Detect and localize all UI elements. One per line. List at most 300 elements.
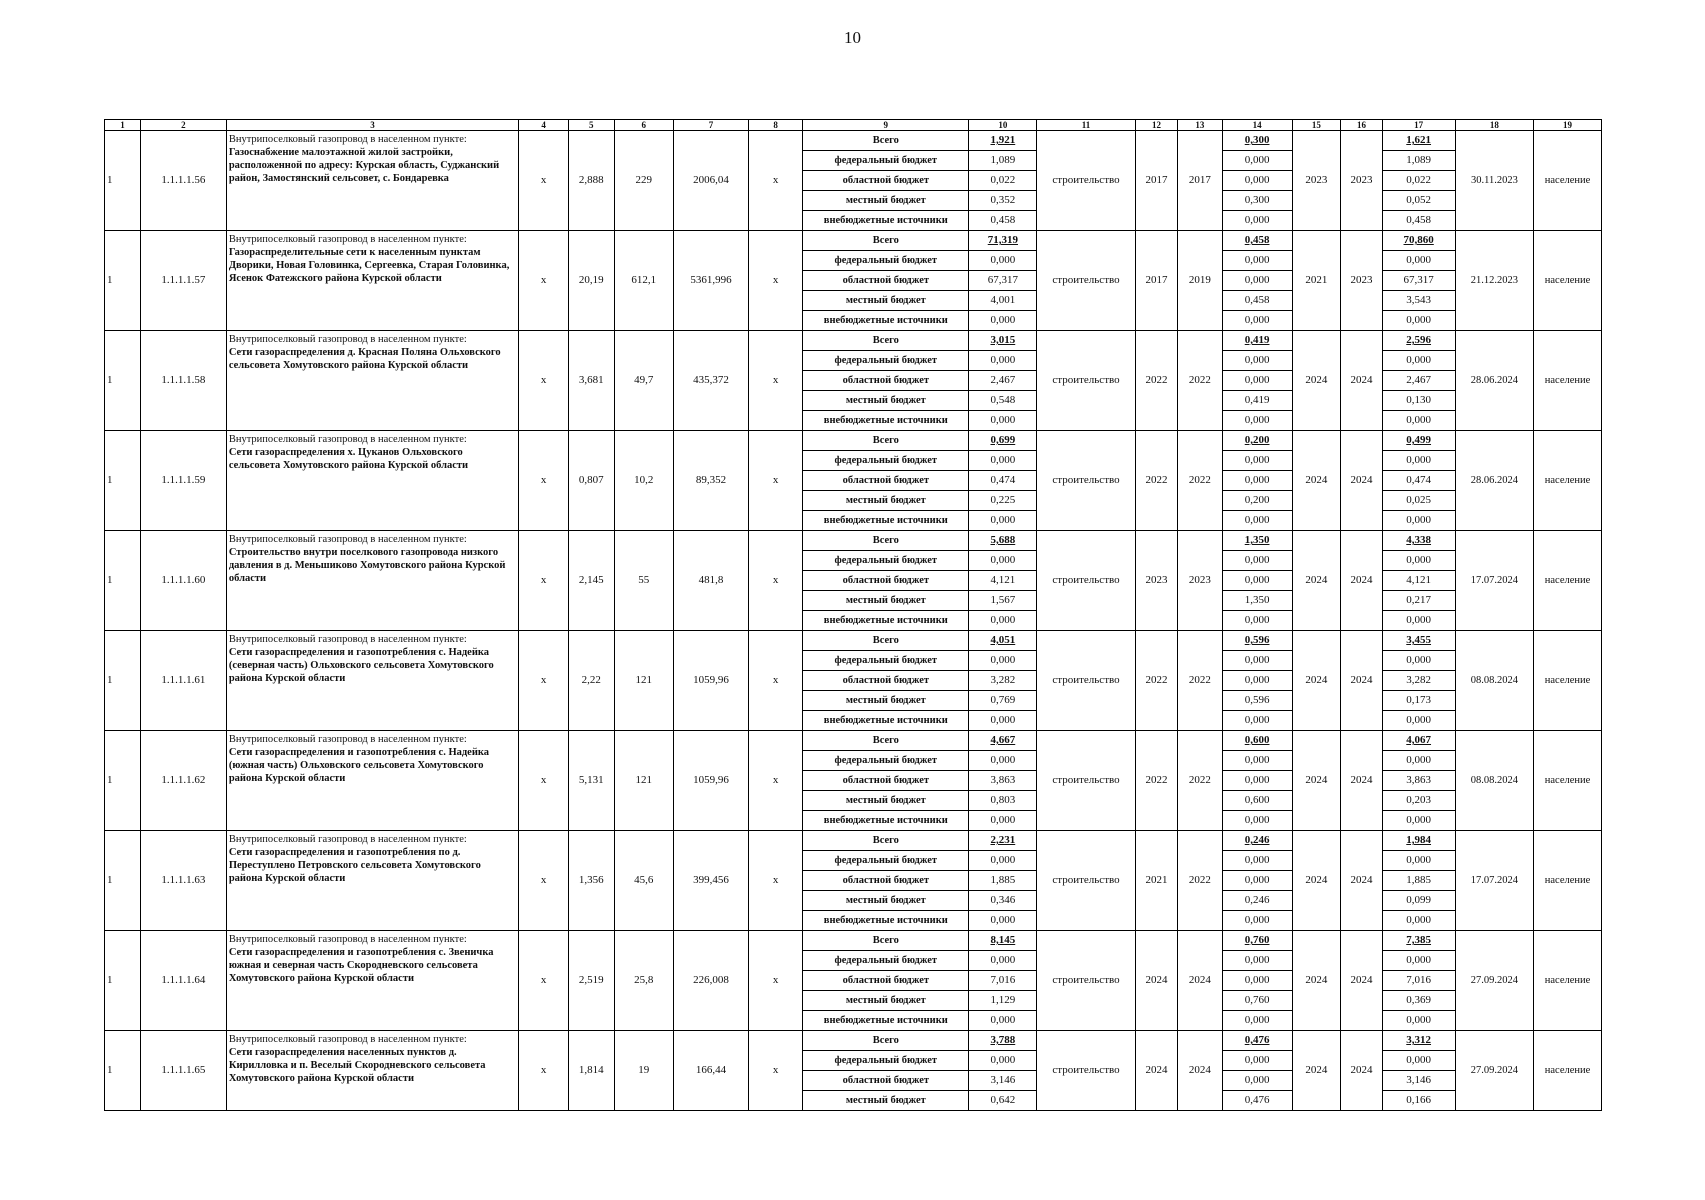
cell-c6: 612,1 [614, 231, 673, 331]
cell-c10: 4,051 [969, 631, 1037, 651]
cell-c10: 0,000 [969, 851, 1037, 871]
description-lead: Внутрипоселковый газопровод в населенном пункте: [228, 334, 467, 345]
cell-c17: 3,146 [1382, 1071, 1455, 1091]
funding-source: местный бюджет [803, 991, 969, 1011]
year-c16: 2024 [1341, 331, 1382, 431]
column-header: 12 [1135, 120, 1177, 131]
funding-source: областной бюджет [803, 371, 969, 391]
cell-c7: 435,372 [673, 331, 748, 431]
funding-source: местный бюджет [803, 1091, 969, 1111]
cell-c17: 0,499 [1382, 431, 1455, 451]
cell-c10: 0,000 [969, 811, 1037, 831]
cell-c10: 0,000 [969, 551, 1037, 571]
cell-c17: 0,000 [1382, 511, 1455, 531]
completion-date: 27.09.2024 [1455, 931, 1533, 1031]
column-header: 13 [1178, 120, 1222, 131]
description-title: Газоснабжение малоэтажной жилой застройки, расположенной по адресу: Курская область, Суджанский район, Замостянский сельсовет, с. Бондаревка [228, 147, 500, 184]
cell-c10: 67,317 [969, 271, 1037, 291]
column-header: 2 [141, 120, 227, 131]
funding-source: областной бюджет [803, 971, 969, 991]
table-row [105, 931, 1602, 951]
header-row [105, 120, 1602, 131]
object-description [226, 831, 518, 931]
cell-c14: 0,458 [1222, 231, 1292, 251]
beneficiary: население [1534, 931, 1602, 1031]
description-title: Сети газораспределения и газопотребления с. Надейка (южная часть) Ольховского сельсовета Хомутовского района Курской области [228, 747, 490, 784]
cell-c17: 0,000 [1382, 751, 1455, 771]
cell-c10: 0,803 [969, 791, 1037, 811]
cell-c10: 0,642 [969, 1091, 1037, 1111]
cell-c14: 0,000 [1222, 671, 1292, 691]
cell-c10: 0,022 [969, 171, 1037, 191]
object-description [226, 1031, 518, 1111]
projects-table [104, 119, 1602, 1111]
cell-c6: 25,8 [614, 931, 673, 1031]
year-c15: 2024 [1292, 931, 1341, 1031]
cell-c17: 7,016 [1382, 971, 1455, 991]
cell-c14: 0,000 [1222, 271, 1292, 291]
cell-c8: x [749, 731, 803, 831]
column-header: 15 [1292, 120, 1341, 131]
row-code: 1.1.1.1.58 [141, 331, 227, 431]
year-start: 2024 [1135, 931, 1177, 1031]
table-row [105, 131, 1602, 151]
cell-c17: 0,099 [1382, 891, 1455, 911]
cell-c8: x [749, 631, 803, 731]
cell-c17: 0,000 [1382, 251, 1455, 271]
cell-c14: 0,000 [1222, 411, 1292, 431]
description-lead: Внутрипоселковый газопровод в населенном пункте: [228, 134, 467, 145]
year-end: 2017 [1178, 131, 1222, 231]
column-header: 8 [749, 120, 803, 131]
row-code: 1.1.1.1.56 [141, 131, 227, 231]
year-c15: 2024 [1292, 331, 1341, 431]
row-level: 1 [105, 731, 141, 831]
funding-source: внебюджетные источники [803, 311, 969, 331]
cell-c10: 71,319 [969, 231, 1037, 251]
table-row [105, 331, 1602, 351]
year-c15: 2021 [1292, 231, 1341, 331]
funding-source: внебюджетные источники [803, 1011, 969, 1031]
cell-c14: 0,000 [1222, 611, 1292, 631]
funding-source: местный бюджет [803, 591, 969, 611]
beneficiary: население [1534, 231, 1602, 331]
cell-c8: x [749, 131, 803, 231]
funding-source: областной бюджет [803, 271, 969, 291]
completion-date: 21.12.2023 [1455, 231, 1533, 331]
funding-source: местный бюджет [803, 691, 969, 711]
cell-c14: 0,000 [1222, 751, 1292, 771]
funding-source: федеральный бюджет [803, 951, 969, 971]
funding-source: Всего [803, 431, 969, 451]
column-header: 16 [1341, 120, 1382, 131]
cell-c14: 0,600 [1222, 731, 1292, 751]
description-title: Строительство внутри поселкового газопровода низкого давления в д. Меньшиково Хомутовского района Курской области [228, 547, 506, 584]
cell-c17: 7,385 [1382, 931, 1455, 951]
year-end: 2024 [1178, 931, 1222, 1031]
cell-c17: 0,000 [1382, 311, 1455, 331]
cell-c14: 0,000 [1222, 871, 1292, 891]
cell-c10: 0,548 [969, 391, 1037, 411]
object-description [226, 531, 518, 631]
cell-c10: 1,921 [969, 131, 1037, 151]
cell-c14: 0,000 [1222, 951, 1292, 971]
cell-c10: 0,000 [969, 751, 1037, 771]
funding-source: внебюджетные источники [803, 211, 969, 231]
cell-c14: 0,000 [1222, 1051, 1292, 1071]
cell-c14: 0,000 [1222, 1011, 1292, 1031]
completion-date: 17.07.2024 [1455, 831, 1533, 931]
cell-c10: 0,474 [969, 471, 1037, 491]
funding-source: Всего [803, 331, 969, 351]
cell-c14: 0,000 [1222, 311, 1292, 331]
description-title: Сети газораспределения и газопотребления по д. Переступлено Петровского сельсовета Хомутовского района Курской области [228, 847, 481, 884]
work-type: строительство [1037, 531, 1136, 631]
cell-c10: 0,000 [969, 1051, 1037, 1071]
description-title: Газораспределительные сети к населенным пунктам Дворики, Новая Головинка, Сергеевка, Старая Головинка, Ясенок Фатежского района Курской области [228, 247, 510, 284]
cell-c17: 0,000 [1382, 351, 1455, 371]
beneficiary: население [1534, 1031, 1602, 1111]
funding-source: Всего [803, 831, 969, 851]
description-title: Сети газораспределения населенных пунктов д. Кирилловка и п. Веселый Скородневского сельсовета Хомутовского района Курской области [228, 1047, 486, 1084]
cell-c17: 3,455 [1382, 631, 1455, 651]
cell-c8: x [749, 931, 803, 1031]
year-end: 2022 [1178, 431, 1222, 531]
cell-c17: 0,203 [1382, 791, 1455, 811]
work-type: строительство [1037, 331, 1136, 431]
cell-c17: 3,863 [1382, 771, 1455, 791]
cell-c8: x [749, 531, 803, 631]
cell-c17: 0,173 [1382, 691, 1455, 711]
cell-c17: 2,467 [1382, 371, 1455, 391]
cell-c7: 166,44 [673, 1031, 748, 1111]
year-c15: 2023 [1292, 131, 1341, 231]
cell-c6: 229 [614, 131, 673, 231]
description-lead: Внутрипоселковый газопровод в населенном пункте: [228, 734, 467, 745]
cell-c10: 0,352 [969, 191, 1037, 211]
row-level: 1 [105, 231, 141, 331]
column-header: 18 [1455, 120, 1533, 131]
cell-c10: 2,231 [969, 831, 1037, 851]
cell-c17: 3,312 [1382, 1031, 1455, 1051]
cell-c10: 0,769 [969, 691, 1037, 711]
cell-c4: x [519, 131, 569, 231]
cell-c14: 0,596 [1222, 631, 1292, 651]
cell-c17: 0,000 [1382, 551, 1455, 571]
cell-length: 2,145 [569, 531, 615, 631]
column-header: 6 [614, 120, 673, 131]
cell-c6: 10,2 [614, 431, 673, 531]
cell-c17: 1,885 [1382, 871, 1455, 891]
cell-c17: 0,000 [1382, 1051, 1455, 1071]
table-row [105, 231, 1602, 251]
cell-c14: 0,000 [1222, 171, 1292, 191]
year-start: 2022 [1135, 731, 1177, 831]
cell-c14: 0,000 [1222, 511, 1292, 531]
row-code: 1.1.1.1.60 [141, 531, 227, 631]
funding-source: областной бюджет [803, 671, 969, 691]
cell-length: 2,888 [569, 131, 615, 231]
row-level: 1 [105, 131, 141, 231]
cell-c10: 3,863 [969, 771, 1037, 791]
cell-c17: 0,052 [1382, 191, 1455, 211]
cell-c17: 0,130 [1382, 391, 1455, 411]
cell-c10: 0,000 [969, 251, 1037, 271]
completion-date: 28.06.2024 [1455, 431, 1533, 531]
cell-c14: 0,246 [1222, 891, 1292, 911]
cell-c14: 0,000 [1222, 451, 1292, 471]
year-start: 2022 [1135, 331, 1177, 431]
cell-c14: 1,350 [1222, 591, 1292, 611]
cell-c17: 0,217 [1382, 591, 1455, 611]
cell-c8: x [749, 831, 803, 931]
object-description [226, 631, 518, 731]
beneficiary: население [1534, 331, 1602, 431]
cell-c14: 0,000 [1222, 571, 1292, 591]
completion-date: 08.08.2024 [1455, 731, 1533, 831]
column-header: 9 [803, 120, 969, 131]
funding-source: областной бюджет [803, 471, 969, 491]
cell-length: 20,19 [569, 231, 615, 331]
cell-c7: 1059,96 [673, 631, 748, 731]
row-code: 1.1.1.1.59 [141, 431, 227, 531]
cell-c7: 481,8 [673, 531, 748, 631]
cell-c17: 4,121 [1382, 571, 1455, 591]
cell-c10: 0,458 [969, 211, 1037, 231]
table-row [105, 631, 1602, 651]
object-description [226, 931, 518, 1031]
cell-c10: 0,699 [969, 431, 1037, 451]
cell-c17: 0,000 [1382, 811, 1455, 831]
cell-c4: x [519, 831, 569, 931]
cell-c10: 3,788 [969, 1031, 1037, 1051]
cell-c14: 0,000 [1222, 971, 1292, 991]
cell-c14: 0,760 [1222, 991, 1292, 1011]
year-start: 2022 [1135, 631, 1177, 731]
cell-c14: 0,000 [1222, 351, 1292, 371]
year-c16: 2024 [1341, 531, 1382, 631]
cell-c10: 1,885 [969, 871, 1037, 891]
funding-source: федеральный бюджет [803, 751, 969, 771]
column-header: 5 [569, 120, 615, 131]
table-row [105, 731, 1602, 751]
funding-source: федеральный бюджет [803, 251, 969, 271]
row-level: 1 [105, 1031, 141, 1111]
cell-c10: 4,121 [969, 571, 1037, 591]
column-header: 17 [1382, 120, 1455, 131]
cell-c10: 4,001 [969, 291, 1037, 311]
cell-c10: 3,282 [969, 671, 1037, 691]
year-c15: 2024 [1292, 731, 1341, 831]
cell-c10: 1,129 [969, 991, 1037, 1011]
completion-date: 28.06.2024 [1455, 331, 1533, 431]
cell-c14: 0,476 [1222, 1091, 1292, 1111]
completion-date: 17.07.2024 [1455, 531, 1533, 631]
cell-c14: 0,419 [1222, 391, 1292, 411]
funding-source: федеральный бюджет [803, 151, 969, 171]
description-lead: Внутрипоселковый газопровод в населенном пункте: [228, 934, 467, 945]
cell-c10: 0,225 [969, 491, 1037, 511]
cell-c10: 2,467 [969, 371, 1037, 391]
cell-c14: 0,000 [1222, 471, 1292, 491]
funding-source: местный бюджет [803, 291, 969, 311]
year-c16: 2024 [1341, 631, 1382, 731]
cell-c17: 0,474 [1382, 471, 1455, 491]
year-c15: 2024 [1292, 1031, 1341, 1111]
cell-length: 2,519 [569, 931, 615, 1031]
cell-c7: 226,008 [673, 931, 748, 1031]
work-type: строительство [1037, 731, 1136, 831]
cell-c14: 0,300 [1222, 191, 1292, 211]
cell-c10: 0,000 [969, 911, 1037, 931]
cell-c10: 0,000 [969, 451, 1037, 471]
year-c16: 2024 [1341, 931, 1382, 1031]
year-c15: 2024 [1292, 631, 1341, 731]
cell-c17: 0,000 [1382, 851, 1455, 871]
cell-c17: 0,166 [1382, 1091, 1455, 1111]
cell-c10: 0,346 [969, 891, 1037, 911]
funding-source: местный бюджет [803, 391, 969, 411]
funding-source: Всего [803, 531, 969, 551]
cell-length: 5,131 [569, 731, 615, 831]
funding-source: Всего [803, 631, 969, 651]
completion-date: 30.11.2023 [1455, 131, 1533, 231]
description-title: Сети газораспределения и газопотребления с. Надейка (северная часть) Ольховского сельсовета Хомутовского района Курской области [228, 647, 494, 684]
cell-c10: 0,000 [969, 511, 1037, 531]
cell-c10: 1,089 [969, 151, 1037, 171]
year-c15: 2024 [1292, 531, 1341, 631]
cell-c10: 1,567 [969, 591, 1037, 611]
funding-source: Всего [803, 231, 969, 251]
work-type: строительство [1037, 831, 1136, 931]
column-header: 19 [1534, 120, 1602, 131]
cell-c10: 3,015 [969, 331, 1037, 351]
object-description [226, 131, 518, 231]
cell-c14: 0,000 [1222, 711, 1292, 731]
row-code: 1.1.1.1.62 [141, 731, 227, 831]
funding-source: федеральный бюджет [803, 1051, 969, 1071]
cell-length: 3,681 [569, 331, 615, 431]
work-type: строительство [1037, 931, 1136, 1031]
cell-c14: 0,000 [1222, 151, 1292, 171]
cell-length: 1,814 [569, 1031, 615, 1111]
cell-c4: x [519, 1031, 569, 1111]
cell-c10: 0,000 [969, 311, 1037, 331]
cell-c14: 0,000 [1222, 251, 1292, 271]
year-start: 2017 [1135, 231, 1177, 331]
year-end: 2019 [1178, 231, 1222, 331]
row-code: 1.1.1.1.61 [141, 631, 227, 731]
description-lead: Внутрипоселковый газопровод в населенном пункте: [228, 834, 467, 845]
cell-c10: 0,000 [969, 351, 1037, 371]
cell-c17: 0,000 [1382, 411, 1455, 431]
cell-c6: 49,7 [614, 331, 673, 431]
cell-c17: 0,458 [1382, 211, 1455, 231]
cell-c17: 4,338 [1382, 531, 1455, 551]
year-end: 2024 [1178, 1031, 1222, 1111]
description-title: Сети газораспределения х. Цуканов Ольховского сельсовета Хомутовского района Курской области [228, 447, 469, 471]
cell-c7: 399,456 [673, 831, 748, 931]
funding-source: федеральный бюджет [803, 851, 969, 871]
cell-c17: 0,000 [1382, 1011, 1455, 1031]
funding-source: местный бюджет [803, 791, 969, 811]
column-header: 10 [969, 120, 1037, 131]
year-start: 2021 [1135, 831, 1177, 931]
cell-c17: 0,000 [1382, 711, 1455, 731]
column-header: 3 [226, 120, 518, 131]
column-header: 11 [1037, 120, 1136, 131]
cell-c14: 0,000 [1222, 851, 1292, 871]
cell-c14: 0,246 [1222, 831, 1292, 851]
row-level: 1 [105, 631, 141, 731]
cell-c6: 55 [614, 531, 673, 631]
cell-c17: 0,022 [1382, 171, 1455, 191]
funding-source: местный бюджет [803, 191, 969, 211]
cell-c4: x [519, 931, 569, 1031]
funding-source: областной бюджет [803, 571, 969, 591]
cell-c10: 0,000 [969, 411, 1037, 431]
year-c15: 2024 [1292, 431, 1341, 531]
cell-c4: x [519, 631, 569, 731]
funding-source: внебюджетные источники [803, 711, 969, 731]
description-lead: Внутрипоселковый газопровод в населенном пункте: [228, 1034, 467, 1045]
column-header: 14 [1222, 120, 1292, 131]
beneficiary: население [1534, 531, 1602, 631]
row-code: 1.1.1.1.65 [141, 1031, 227, 1111]
year-c16: 2024 [1341, 431, 1382, 531]
cell-c10: 0,000 [969, 711, 1037, 731]
cell-c17: 0,000 [1382, 651, 1455, 671]
beneficiary: население [1534, 831, 1602, 931]
cell-c10: 4,667 [969, 731, 1037, 751]
object-description [226, 731, 518, 831]
cell-length: 0,807 [569, 431, 615, 531]
table-row [105, 431, 1602, 451]
cell-c14: 0,000 [1222, 371, 1292, 391]
cell-c17: 3,282 [1382, 671, 1455, 691]
cell-c14: 0,000 [1222, 551, 1292, 571]
year-c16: 2024 [1341, 731, 1382, 831]
cell-c10: 7,016 [969, 971, 1037, 991]
cell-c17: 0,000 [1382, 451, 1455, 471]
cell-c17: 0,000 [1382, 951, 1455, 971]
year-c16: 2023 [1341, 231, 1382, 331]
row-code: 1.1.1.1.63 [141, 831, 227, 931]
cell-c10: 3,146 [969, 1071, 1037, 1091]
row-level: 1 [105, 331, 141, 431]
object-description [226, 431, 518, 531]
year-start: 2024 [1135, 1031, 1177, 1111]
beneficiary: население [1534, 431, 1602, 531]
cell-c8: x [749, 231, 803, 331]
row-code: 1.1.1.1.57 [141, 231, 227, 331]
funding-source: Всего [803, 931, 969, 951]
row-level: 1 [105, 831, 141, 931]
cell-c10: 0,000 [969, 951, 1037, 971]
cell-c17: 0,000 [1382, 611, 1455, 631]
description-title: Сети газораспределения д. Красная Поляна Ольховского сельсовета Хомутовского района Курской области [228, 347, 501, 371]
table-row [105, 531, 1602, 551]
cell-c17: 1,621 [1382, 131, 1455, 151]
funding-source: Всего [803, 1031, 969, 1051]
year-c15: 2024 [1292, 831, 1341, 931]
beneficiary: население [1534, 631, 1602, 731]
cell-c10: 0,000 [969, 1011, 1037, 1031]
cell-c10: 5,688 [969, 531, 1037, 551]
cell-c14: 1,350 [1222, 531, 1292, 551]
year-end: 2022 [1178, 631, 1222, 731]
cell-c4: x [519, 531, 569, 631]
